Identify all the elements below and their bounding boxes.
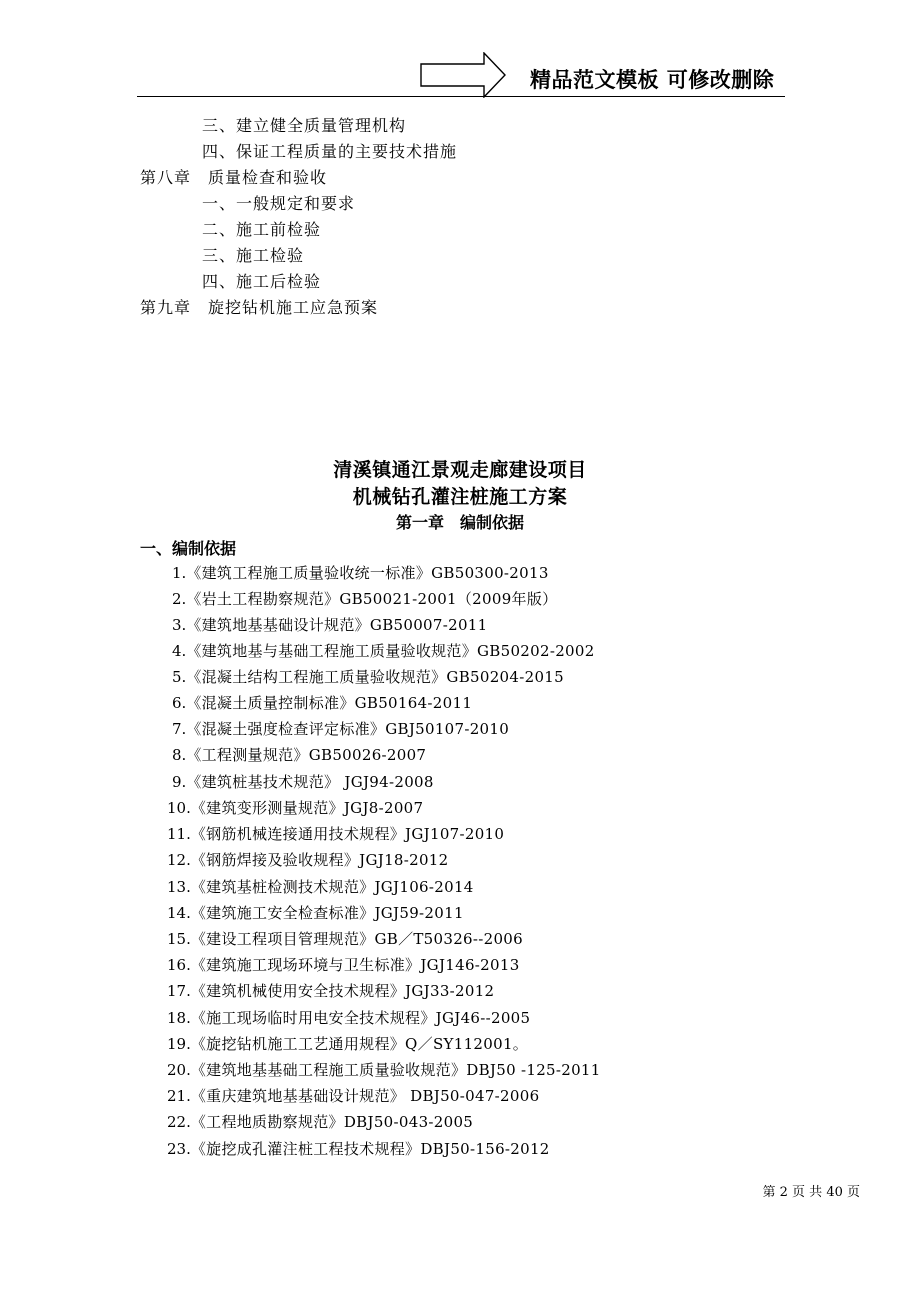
list-item: 7.《混凝土强度检查评定标准》GBJ50107-2010 [172,720,510,738]
toc-item: 二、施工前检验 [202,220,322,239]
list-item: 12.《钢筋焊接及验收规程》JGJ18-2012 [167,851,449,869]
list-item: 8.《工程测量规范》GB50026-2007 [172,746,427,764]
list-item: 11.《钢筋机械连接通用技术规程》JGJ107-2010 [167,825,505,843]
toc-item: 一、一般规定和要求 [202,194,356,213]
list-item: 4.《建筑地基与基础工程施工质量验收规范》GB50202-2002 [172,642,595,660]
list-item: 10.《建筑变形测量规范》JGJ8-2007 [167,799,424,817]
chapter-title: 第一章 编制依据 [395,513,524,532]
section-heading: 一、编制依据 [140,539,237,558]
page-number: 第 2 页 共 40 页 [762,1185,860,1200]
list-item: 5.《混凝土结构工程施工质量验收规范》GB50204-2015 [172,668,564,686]
list-item: 13.《建筑基桩检测技术规范》JGJ106-2014 [167,878,474,896]
list-item: 22.《工程地质勘察规范》DBJ50-043-2005 [167,1113,474,1131]
list-item: 2.《岩土工程勘察规范》GB50021-2001（2009年版） [172,590,558,608]
list-item: 14.《建筑施工安全检查标准》JGJ59-2011 [167,904,464,922]
toc-chapter: 第八章 质量检查和验收 [140,168,328,187]
list-item: 16.《建筑施工现场环境与卫生标准》JGJ146-2013 [167,956,520,974]
toc-item: 三、建立健全质量管理机构 [202,116,407,135]
list-item: 20.《建筑地基基础工程施工质量验收规范》DBJ50 -125-2011 [167,1061,601,1079]
list-item: 1.《建筑工程施工质量验收统一标准》GB50300-2013 [172,564,549,582]
header-title: 精品范文模板 可修改删除 [530,68,775,92]
list-item: 21.《重庆建筑地基基础设计规范》 DBJ50-047-2006 [167,1087,540,1105]
toc-item: 四、保证工程质量的主要技术措施 [202,142,458,161]
list-item: 6.《混凝土质量控制标准》GB50164-2011 [172,694,473,712]
toc-item: 四、施工后检验 [202,272,322,291]
arrow-icon [420,52,506,98]
document-title: 清溪镇通江景观走廊建设项目 [333,459,587,481]
header-divider [137,96,785,97]
list-item: 3.《建筑地基基础设计规范》GB50007-2011 [172,616,488,634]
toc-item: 三、施工检验 [202,246,305,265]
list-item: 15.《建设工程项目管理规范》GB／T50326--2006 [167,930,523,948]
list-item: 17.《建筑机械使用安全技术规程》JGJ33-2012 [167,982,495,1000]
document-subtitle: 机械钻孔灌注桩施工方案 [352,486,568,508]
list-item: 18.《施工现场临时用电安全技术规程》JGJ46--2005 [167,1009,531,1027]
list-item: 23.《旋挖成孔灌注桩工程技术规程》DBJ50-156-2012 [167,1140,550,1158]
toc-chapter: 第九章 旋挖钻机施工应急预案 [140,298,379,317]
list-item: 9.《建筑桩基技术规范》 JGJ94-2008 [172,773,434,791]
list-item: 19.《旋挖钻机施工工艺通用规程》Q／SY112001。 [167,1035,529,1053]
